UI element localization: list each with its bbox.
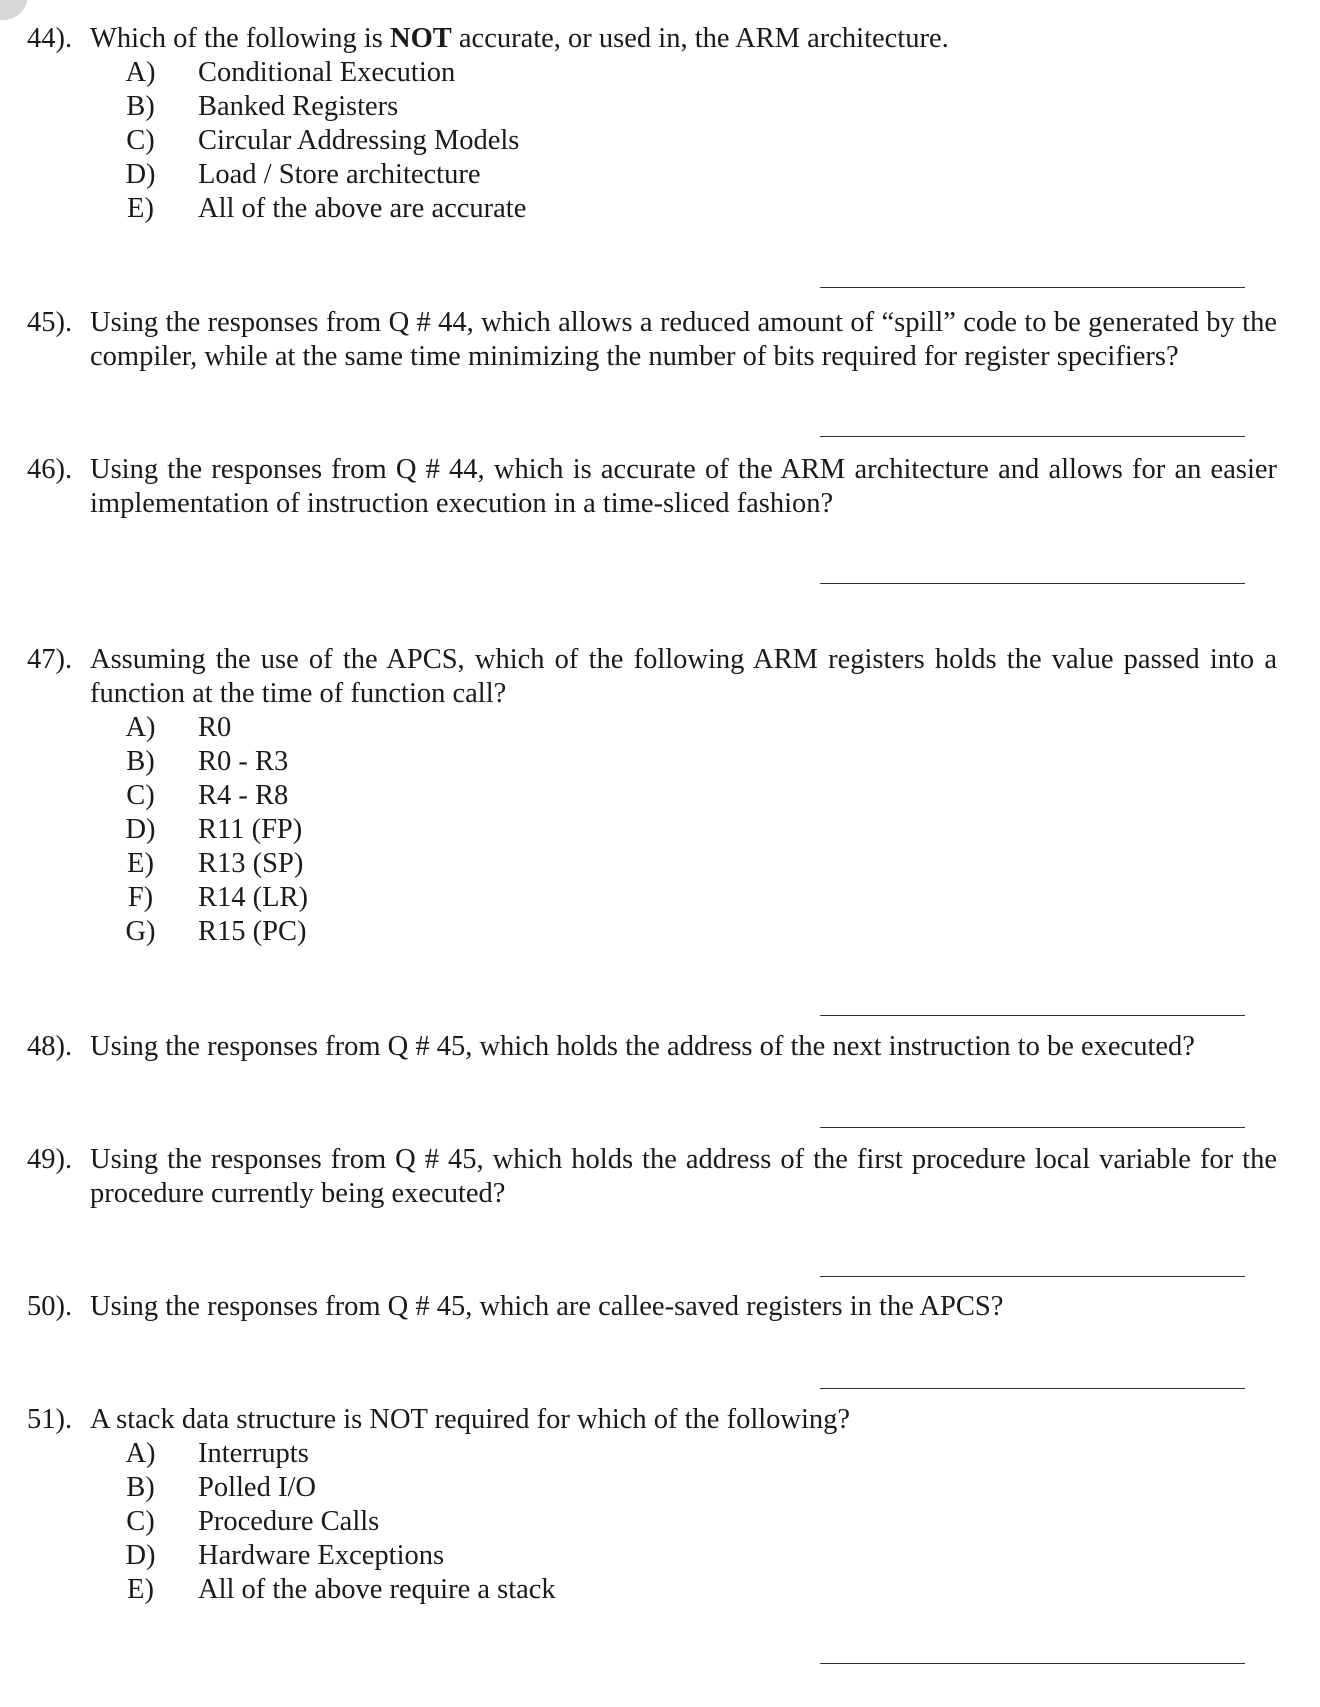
question-number: 50). (27, 1291, 73, 1322)
choice-text: R14 (LR) (198, 882, 309, 913)
choice-letter: F) (127, 882, 154, 913)
choice-d (114, 158, 1277, 192)
question-text: Using the responses from Q # 45, which holds the address of the next instruction to be executed? (90, 1031, 1195, 1062)
answer-line-50[interactable] (820, 1388, 1245, 1389)
choice-f (114, 881, 1277, 915)
question-number: 44). (27, 23, 73, 54)
choice-text: Circular Addressing Models (198, 125, 520, 156)
question-text: Using the responses from Q # 44, which allows a reduced amount of “spill” code to be generated by the compiler, while at the same time minimizing the number of bits required for register specifiers? (90, 307, 1277, 372)
question-50 (27, 1290, 1277, 1324)
choice-e (114, 192, 1277, 226)
choice-a (114, 56, 1277, 90)
question-number: 45). (27, 307, 73, 338)
question-44 (27, 22, 1277, 226)
choice-e (114, 1573, 1277, 1607)
choice-b (114, 745, 1277, 779)
choice-c (114, 124, 1277, 158)
choice-letter: A) (125, 1438, 156, 1469)
question-text: Using the responses from Q # 44, which is accurate of the ARM architecture and allows for an easier implementation of instruction execution in a time-sliced fashion? (90, 454, 1277, 519)
answer-line-44[interactable] (820, 287, 1245, 288)
question-text: Assuming the use of the APCS, which of the following ARM registers holds the value passed into a function at the time of function call? (90, 644, 1277, 709)
question-text: Using the responses from Q # 45, which holds the address of the first procedure local variable for the procedure currently being executed? (90, 1144, 1277, 1209)
choice-text: Procedure Calls (198, 1506, 380, 1537)
choice-a (114, 1437, 1277, 1471)
choice-text: Hardware Exceptions (198, 1540, 445, 1571)
choice-letter: B) (126, 746, 155, 777)
choice-e (114, 847, 1277, 881)
question-text: A stack data structure is NOT required for which of the following? (90, 1404, 851, 1435)
choice-text: R0 - R3 (198, 746, 289, 777)
choice-text: All of the above are accurate (198, 193, 527, 224)
choice-b (114, 1471, 1277, 1505)
choice-letter: E) (127, 193, 154, 224)
choice-letter: G) (125, 916, 156, 947)
choice-text: Conditional Execution (198, 57, 456, 88)
choice-list (114, 56, 1277, 226)
choice-text: R0 (198, 712, 232, 743)
question-number: 51). (27, 1404, 73, 1435)
question-46 (27, 453, 1277, 521)
answer-line-47[interactable] (820, 1015, 1245, 1016)
choice-text: R4 - R8 (198, 780, 289, 811)
question-text: Which of the following is NOT accurate, or used in, the ARM architecture. (90, 23, 949, 54)
answer-line-45[interactable] (820, 436, 1245, 437)
choice-a (114, 711, 1277, 745)
choice-letter: B) (126, 1472, 155, 1503)
choice-letter: E) (127, 848, 154, 879)
question-45 (27, 306, 1277, 374)
choice-letter: A) (125, 57, 156, 88)
choice-text: R13 (SP) (198, 848, 304, 879)
answer-line-46[interactable] (820, 583, 1245, 584)
question-48 (27, 1030, 1277, 1064)
choice-letter: D) (125, 159, 156, 190)
choice-letter: B) (126, 91, 155, 122)
choice-b (114, 90, 1277, 124)
choice-g (114, 915, 1277, 949)
answer-line-48[interactable] (820, 1127, 1245, 1128)
question-number: 49). (27, 1144, 73, 1175)
choice-text: Banked Registers (198, 91, 399, 122)
choice-c (114, 779, 1277, 813)
question-number: 48). (27, 1031, 73, 1062)
choice-d (114, 813, 1277, 847)
question-47 (27, 643, 1277, 949)
page-corner-mark (0, 0, 28, 20)
emphasis-not: NOT (390, 23, 452, 54)
question-text: Using the responses from Q # 45, which are callee-saved registers in the APCS? (90, 1291, 1004, 1322)
question-49 (27, 1143, 1277, 1211)
choice-text: R11 (FP) (198, 814, 303, 845)
choice-letter: C) (126, 780, 155, 811)
choice-letter: A) (125, 712, 156, 743)
choice-list (114, 711, 1277, 949)
question-51 (27, 1403, 1277, 1607)
choice-text: R15 (PC) (198, 916, 307, 947)
choice-c (114, 1505, 1277, 1539)
choice-letter: C) (126, 1506, 155, 1537)
choice-letter: C) (126, 125, 155, 156)
choice-d (114, 1539, 1277, 1573)
choice-text: All of the above require a stack (198, 1574, 556, 1605)
answer-line-51[interactable] (820, 1663, 1245, 1664)
choice-text: Interrupts (198, 1438, 309, 1469)
choice-letter: D) (125, 814, 156, 845)
choice-letter: D) (125, 1540, 156, 1571)
choice-letter: E) (127, 1574, 154, 1605)
answer-line-49[interactable] (820, 1276, 1245, 1277)
question-number: 46). (27, 454, 73, 485)
choice-text: Polled I/O (198, 1472, 316, 1503)
choice-text: Load / Store architecture (198, 159, 481, 190)
question-number: 47). (27, 644, 73, 675)
choice-list (114, 1437, 1277, 1607)
